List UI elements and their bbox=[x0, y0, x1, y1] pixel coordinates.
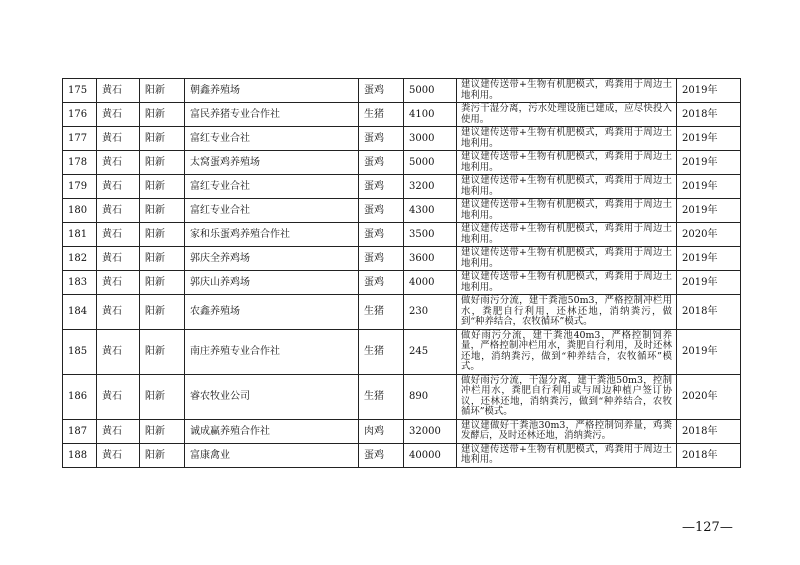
farm-name: 诚成赢养殖合作社 bbox=[185, 419, 359, 443]
farm-table bbox=[62, 78, 741, 468]
city: 黄石 bbox=[97, 127, 140, 151]
row-number: 184 bbox=[63, 295, 97, 330]
table-row bbox=[63, 419, 741, 443]
head-count: 40000 bbox=[404, 443, 457, 467]
year: 2019年 bbox=[677, 271, 741, 295]
measures-notes: 做好雨污分流，建干粪池50m3，严格控制冲栏用水，粪肥自行利用，还林还地，消纳粪污，做到“种养结合，农牧循环”模式。 bbox=[457, 295, 677, 330]
table-row bbox=[63, 374, 741, 419]
table-row bbox=[63, 103, 741, 127]
head-count: 4100 bbox=[404, 103, 457, 127]
animal-type: 生猪 bbox=[359, 103, 404, 127]
table-row bbox=[63, 443, 741, 467]
table-row bbox=[63, 79, 741, 103]
city: 黄石 bbox=[97, 175, 140, 199]
county: 阳新 bbox=[140, 103, 185, 127]
year: 2018年 bbox=[677, 419, 741, 443]
row-number: 187 bbox=[63, 419, 97, 443]
animal-type: 肉鸡 bbox=[359, 419, 404, 443]
farm-name: 农鑫养殖场 bbox=[185, 295, 359, 330]
measures-notes: 做好雨污分流，建干粪池40m3，严格控制饲养量，严格控制冲栏用水，粪肥自行利用，及时还林还地，消纳粪污，做到“种养结合，农牧循环”模式。 bbox=[457, 329, 677, 374]
measures-notes: 建议建传送带+生物有机肥模式，鸡粪用于周边土地利用。 bbox=[457, 151, 677, 175]
table-row bbox=[63, 329, 741, 374]
county: 阳新 bbox=[140, 247, 185, 271]
city: 黄石 bbox=[97, 199, 140, 223]
animal-type: 生猪 bbox=[359, 295, 404, 330]
measures-notes: 建议建传送带+生物有机肥模式，鸡粪用于周边土地利用。 bbox=[457, 443, 677, 467]
head-count: 5000 bbox=[404, 79, 457, 103]
animal-type: 蛋鸡 bbox=[359, 175, 404, 199]
year: 2019年 bbox=[677, 247, 741, 271]
county: 阳新 bbox=[140, 151, 185, 175]
table-row bbox=[63, 151, 741, 175]
animal-type: 蛋鸡 bbox=[359, 199, 404, 223]
year: 2019年 bbox=[677, 329, 741, 374]
head-count: 5000 bbox=[404, 151, 457, 175]
row-number: 175 bbox=[63, 79, 97, 103]
animal-type: 蛋鸡 bbox=[359, 223, 404, 247]
farm-name: 太窝蛋鸡养殖场 bbox=[185, 151, 359, 175]
farm-name: 郭庆全养鸡场 bbox=[185, 247, 359, 271]
county: 阳新 bbox=[140, 127, 185, 151]
farm-name: 朝鑫养殖场 bbox=[185, 79, 359, 103]
measures-notes: 建议建传送带+生物有机肥模式，鸡粪用于周边土地利用。 bbox=[457, 271, 677, 295]
year: 2018年 bbox=[677, 103, 741, 127]
county: 阳新 bbox=[140, 175, 185, 199]
row-number: 181 bbox=[63, 223, 97, 247]
city: 黄石 bbox=[97, 247, 140, 271]
table-row bbox=[63, 247, 741, 271]
measures-notes: 建议建传送带+生物有机肥模式，鸡粪用于周边土地利用。 bbox=[457, 175, 677, 199]
animal-type: 蛋鸡 bbox=[359, 443, 404, 467]
city: 黄石 bbox=[97, 295, 140, 330]
head-count: 4300 bbox=[404, 199, 457, 223]
year: 2019年 bbox=[677, 79, 741, 103]
row-number: 182 bbox=[63, 247, 97, 271]
row-number: 178 bbox=[63, 151, 97, 175]
measures-notes: 建议建传送带+生物有机肥模式，鸡粪用于周边土地利用。 bbox=[457, 199, 677, 223]
year: 2019年 bbox=[677, 175, 741, 199]
year: 2018年 bbox=[677, 295, 741, 330]
measures-notes: 粪污干湿分离，污水处理设施已建成，应尽快投入使用。 bbox=[457, 103, 677, 127]
head-count: 3200 bbox=[404, 175, 457, 199]
year: 2019年 bbox=[677, 199, 741, 223]
animal-type: 生猪 bbox=[359, 329, 404, 374]
city: 黄石 bbox=[97, 443, 140, 467]
year: 2020年 bbox=[677, 223, 741, 247]
farm-name: 富红专业合社 bbox=[185, 175, 359, 199]
table-row bbox=[63, 199, 741, 223]
measures-notes: 建议建传送带+生物有机肥模式，鸡粪用于周边土地利用。 bbox=[457, 247, 677, 271]
head-count: 3600 bbox=[404, 247, 457, 271]
head-count: 245 bbox=[404, 329, 457, 374]
measures-notes: 建议建传送带+生物有机肥模式，鸡粪用于周边土地利用。 bbox=[457, 223, 677, 247]
year: 2018年 bbox=[677, 443, 741, 467]
measures-notes: 做好雨污分流，干湿分离，建干粪池50m3，控制冲栏用水，粪肥自行利用或与周边种植户签订协议，还林还地，消纳粪污，做到“种养结合，农牧循环”模式。 bbox=[457, 374, 677, 419]
table-row bbox=[63, 223, 741, 247]
animal-type: 蛋鸡 bbox=[359, 247, 404, 271]
city: 黄石 bbox=[97, 419, 140, 443]
head-count: 3500 bbox=[404, 223, 457, 247]
county: 阳新 bbox=[140, 223, 185, 247]
row-number: 179 bbox=[63, 175, 97, 199]
year: 2019年 bbox=[677, 151, 741, 175]
animal-type: 蛋鸡 bbox=[359, 151, 404, 175]
measures-notes: 建议建传送带+生物有机肥模式，鸡粪用于周边土地利用。 bbox=[457, 79, 677, 103]
measures-notes: 建议建做好干粪池30m3，严格控制饲养量，鸡粪发酵后，及时还林还地，消纳粪污。 bbox=[457, 419, 677, 443]
measures-notes: 建议建传送带+生物有机肥模式，鸡粪用于周边土地利用。 bbox=[457, 127, 677, 151]
city: 黄石 bbox=[97, 103, 140, 127]
head-count: 4000 bbox=[404, 271, 457, 295]
farm-name: 郭庆山养鸡场 bbox=[185, 271, 359, 295]
county: 阳新 bbox=[140, 271, 185, 295]
farm-name: 富红专业合社 bbox=[185, 127, 359, 151]
table-row bbox=[63, 295, 741, 330]
row-number: 177 bbox=[63, 127, 97, 151]
farm-name: 家和乐蛋鸡养殖合作社 bbox=[185, 223, 359, 247]
county: 阳新 bbox=[140, 79, 185, 103]
table-row bbox=[63, 175, 741, 199]
animal-type: 蛋鸡 bbox=[359, 127, 404, 151]
city: 黄石 bbox=[97, 223, 140, 247]
city: 黄石 bbox=[97, 151, 140, 175]
city: 黄石 bbox=[97, 271, 140, 295]
year: 2019年 bbox=[677, 127, 741, 151]
animal-type: 蛋鸡 bbox=[359, 271, 404, 295]
table-row bbox=[63, 271, 741, 295]
farm-name: 南庄养殖专业合作社 bbox=[185, 329, 359, 374]
county: 阳新 bbox=[140, 329, 185, 374]
page-number: —127— bbox=[682, 520, 733, 535]
head-count: 32000 bbox=[404, 419, 457, 443]
farm-name: 富红专业合社 bbox=[185, 199, 359, 223]
farm-name: 睿农牧业公司 bbox=[185, 374, 359, 419]
animal-type: 生猪 bbox=[359, 374, 404, 419]
farm-name: 富民养猪专业合作社 bbox=[185, 103, 359, 127]
head-count: 230 bbox=[404, 295, 457, 330]
row-number: 176 bbox=[63, 103, 97, 127]
county: 阳新 bbox=[140, 199, 185, 223]
table-row bbox=[63, 127, 741, 151]
row-number: 185 bbox=[63, 329, 97, 374]
county: 阳新 bbox=[140, 419, 185, 443]
row-number: 186 bbox=[63, 374, 97, 419]
city: 黄石 bbox=[97, 374, 140, 419]
head-count: 3000 bbox=[404, 127, 457, 151]
city: 黄石 bbox=[97, 329, 140, 374]
farm-name: 富康禽业 bbox=[185, 443, 359, 467]
head-count: 890 bbox=[404, 374, 457, 419]
county: 阳新 bbox=[140, 443, 185, 467]
row-number: 180 bbox=[63, 199, 97, 223]
animal-type: 蛋鸡 bbox=[359, 79, 404, 103]
row-number: 183 bbox=[63, 271, 97, 295]
county: 阳新 bbox=[140, 374, 185, 419]
year: 2020年 bbox=[677, 374, 741, 419]
row-number: 188 bbox=[63, 443, 97, 467]
county: 阳新 bbox=[140, 295, 185, 330]
city: 黄石 bbox=[97, 79, 140, 103]
